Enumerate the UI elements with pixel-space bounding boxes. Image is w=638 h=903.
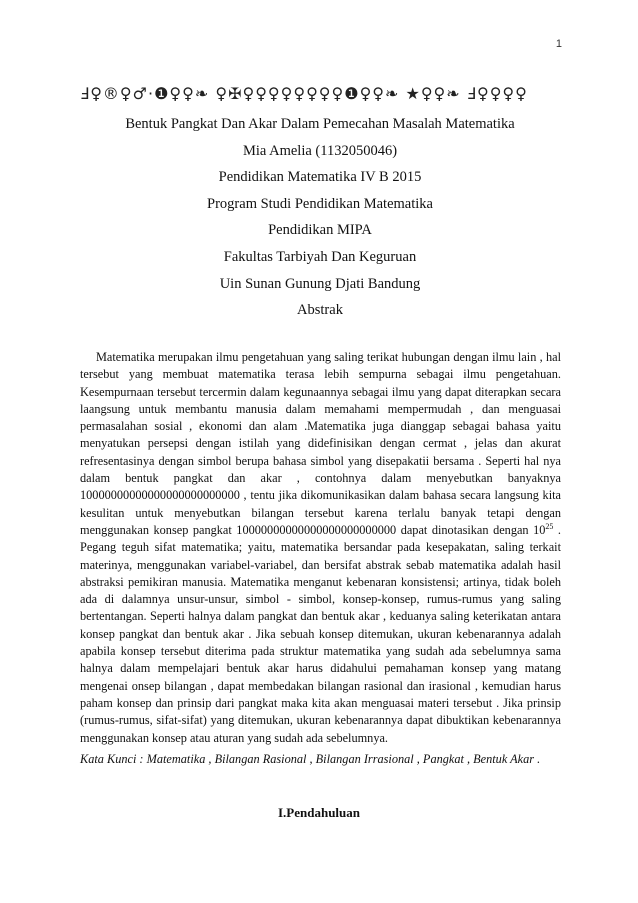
abstract-text-part2: . Pegang teguh sifat matematika; yaitu, matematika bersandar pada kesepakatan, saling terkait materinya, menggunakan variabel-variabel, dan bersifat abstrak sebab matematika adalah hasil abstraksi pemikiran manusia. Matematika menganut kebenaran konsistensi; artinya, tidak boleh ada di dalamnya unsur-unsur, simbol - simbol, konsep-konsep, rumus-rumus yang saling bertentangan. Seperti halnya dalam pangkat dan bentuk akar , keduanya saling keterikatan antara konsep pangkat dan bentuk akar . Jika sebuah konsep ditemukan, ukuran kebenarannya adalah apabila konsep tersebut diterima pada struktur matematika yang sudah ada sebelumnya sama halnya dalam mempelajari bentuk akar harus didahului pemahaman konsep yang matang mengenai onsep bilangan , dapat membedakan bilangan rasional dan irasional , kemudian harus paham konsep dan prinsip dari pangkat maka kita akan menguasai materi tersebut . Jika prinsip (rumus-rumus, sifat-sifat) yang ditemukan, ukuran kebenarannya dapat dibuktikan kebenarannya menggunakan konsep atau aturan yang sudah ada sebelumnya. (80, 522, 562, 745)
class-line: Pendidikan Matematika IV B 2015 (218, 169, 422, 186)
garbled-heading: Ⅎ♀®♀♂·❶♀♀❧ ♀✠♀♀♀♀♀♀♀♀❶♀♀❧ ★♀♀❧ Ⅎ♀♀♀♀ (80, 84, 528, 103)
abstract-exponent: 25 (545, 521, 554, 531)
section-title: I.Pendahuluan (277, 805, 360, 820)
abstract-paragraph (80, 349, 561, 747)
author-line: Mia Amelia (1132050046) (242, 142, 398, 159)
department-line: Pendidikan MIPA (268, 222, 372, 239)
faculty-line: Fakultas Tarbiyah Dan Keguruan (223, 248, 417, 265)
keywords-line: Kata Kunci : Matematika , Bilangan Rasional , Bilangan Irrasional , Pangkat , Bentuk Akar . (80, 752, 541, 766)
university-line: Uin Sunan Gunung Djati Bandung (219, 275, 421, 292)
program-line: Program Studi Pendidikan Matematika (207, 195, 433, 212)
abstract-heading: Abstrak (297, 302, 343, 319)
paper-header (80, 111, 560, 324)
page-number: 1 (555, 38, 562, 50)
abstract-body (80, 349, 561, 747)
paper-title: Bentuk Pangkat Dan Akar Dalam Pemecahan Masalah Matematika (125, 116, 515, 132)
abstract-text-part1: Matematika merupakan ilmu pengetahuan yang saling terikat hubungan dengan ilmu lain , hal tersebut yang membuat matematika terasa lebih sempurna sebagai ilmu pengetahuan. Kesempurnaan tersebut tercermin dalam kegunaannya sebagai ilmu yang dapat diterapkan secara laangsung untuk membantu manusia dalam memahami mempermudah , dan menguasai permasalahan sosial , ekonomi dan alam .Matematika juga dianggap sebagai bahasa yaitu menyatukan persepsi dengan istilah yang didefinisikan dengan cermat , jelas dan akurat refresentasinya dengan simbol berupa bahasa simbol yang disepakatii bersama . Seperti hal nya dalam bentuk pangkat dan akar , contohnya dalam menyebutkan banyaknya 10000000000000000000000000 , tentu jika dikomunikasikan dalam bahasa secara langsung kita kesulitan untuk menyebutkan bilangan tersebut karena terlalu banyak tetapi dengan menggunakan konsep pangkat 10000000000000000000000000 dapat dinotasikan dengan 10 (80, 350, 561, 537)
